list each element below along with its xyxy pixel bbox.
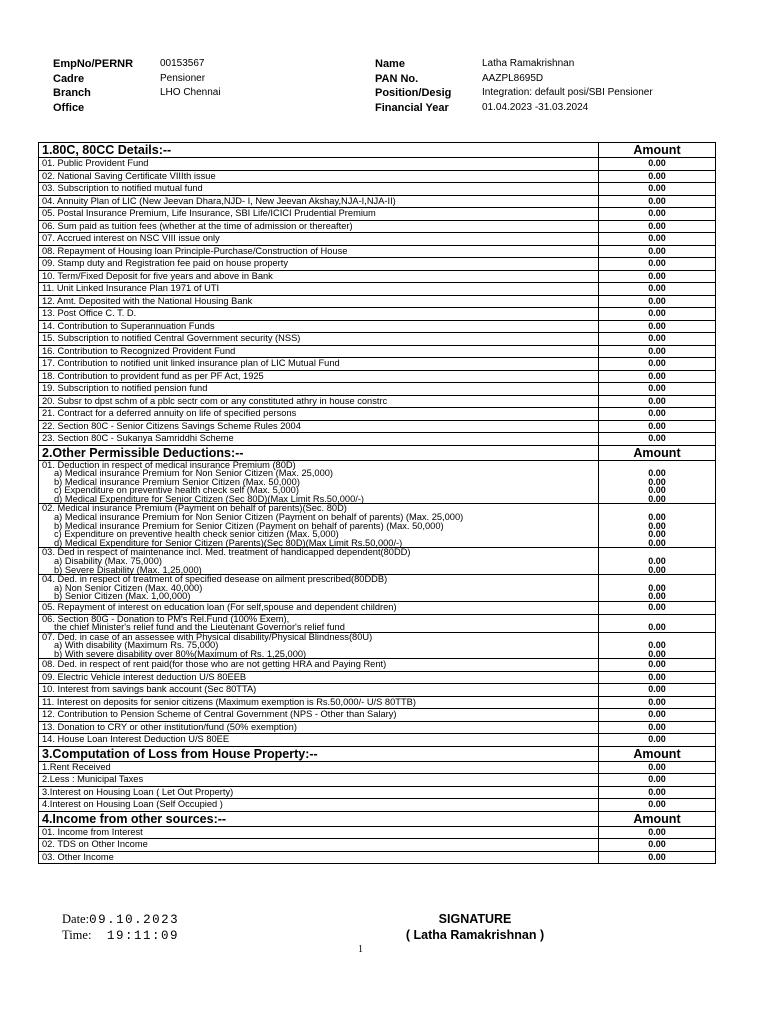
row-label: 08. Repayment of Housing loan Principle-Purchase/Construction of House xyxy=(42,245,348,256)
row-label: 02. TDS on Other Income xyxy=(42,839,148,850)
row-amount: 0.00 xyxy=(648,476,666,487)
row-amount: 0.00 xyxy=(648,582,666,593)
row-amounts xyxy=(598,633,715,659)
section-title: 2.Other Permissible Deductions:-- xyxy=(42,445,244,460)
row-label: 15. Subscription to notified Central Government security (NSS) xyxy=(42,333,301,343)
header-left-key: Cadre xyxy=(53,72,85,85)
row-amount: 0.00 xyxy=(598,196,715,208)
row-amounts xyxy=(598,615,715,632)
row-label: 17. Contribution to notified unit linked insurance plan of LIC Mutual Fund xyxy=(42,358,340,368)
row-sublabel: d) Medical Expenditure for Senior Citizen (Parents)(Sec 80D)(Max Limit Rs.50,000/-) xyxy=(54,537,403,548)
table-row xyxy=(38,221,716,234)
row-amounts xyxy=(598,575,715,601)
row-amount: 0.00 xyxy=(648,512,666,523)
row-amount: 0.00 xyxy=(598,221,715,233)
table-row xyxy=(38,408,716,421)
page-number: 1 xyxy=(358,944,363,955)
row-amount: 0.00 xyxy=(598,684,715,696)
header-left-value: 00153567 xyxy=(160,58,205,69)
table-row xyxy=(38,602,716,615)
row-label: 20. Subsr to dpst schm of a pblc sectr com or any constituted athry in house constrc xyxy=(42,395,388,406)
amount-header: Amount xyxy=(598,747,715,761)
section-title: 4.Income from other sources:-- xyxy=(42,811,227,826)
row-label: 09. Electric Vehicle interest deduction U/S 80EEB xyxy=(42,671,247,682)
table-row xyxy=(38,396,716,409)
row-amount: 0.00 xyxy=(598,321,715,333)
row-label: 04. Annuity Plan of LIC (New Jeevan Dhara,NJD- I, New Jeevan Akshay,NJA-I,NJA-II) xyxy=(42,195,396,206)
row-label: 12. Contribution to Pension Scheme of Central Government (NPS - Other than Salary) xyxy=(42,709,397,720)
row-sublabel: a) With disability (Maximum Rs. 75,000) xyxy=(54,640,219,651)
row-label: 11. Unit Linked Insurance Plan 1971 of UTI xyxy=(42,283,220,293)
row-amount: 0.00 xyxy=(598,421,715,433)
row-label: 09. Stamp duty and Registration fee paid on house property xyxy=(42,258,289,268)
deduction-details-table xyxy=(38,142,716,864)
table-row xyxy=(38,827,716,840)
header-left-key: Branch xyxy=(53,87,91,99)
time-label: Time: xyxy=(62,928,92,942)
row-amount: 0.00 xyxy=(648,537,666,548)
row-sublabel: a) Medical insurance Premium for Non Senior Citizen (Max. 25,000) xyxy=(54,468,334,479)
row-amount: 0.00 xyxy=(598,233,715,245)
table-row xyxy=(38,171,716,184)
header-left-key: EmpNo/PERNR xyxy=(53,58,134,70)
header-right-key: Position/Desig xyxy=(375,87,452,99)
row-label: 06. Section 80G - Donation to PM's Rel.Fund (100% Exem), xyxy=(42,614,290,624)
row-label: 07. Ded. in case of an assessee with Physical disability/Physical Blindness(80U) xyxy=(42,632,373,642)
table-row xyxy=(38,722,716,735)
time-row xyxy=(62,928,179,944)
time-value: 19:11:09 xyxy=(107,929,180,943)
row-amount: 0.00 xyxy=(598,371,715,383)
print-timestamp xyxy=(62,912,179,944)
table-row xyxy=(38,774,716,787)
row-sublabel: c) Expenditure on preventive health check senior citizen (Max. 5,000) xyxy=(54,529,339,540)
row-amount: 0.00 xyxy=(598,799,715,811)
row-amount: 0.00 xyxy=(598,308,715,320)
row-amount: 0.00 xyxy=(598,258,715,270)
section-header xyxy=(38,142,716,158)
row-amount: 0.00 xyxy=(648,556,666,567)
header-row xyxy=(53,87,733,102)
table-row xyxy=(38,461,716,505)
table-row xyxy=(38,762,716,775)
amount-header: Amount xyxy=(598,143,715,157)
row-amount: 0.00 xyxy=(598,346,715,358)
table-row xyxy=(38,183,716,196)
row-amount: 0.00 xyxy=(598,208,715,220)
header-right-key: PAN No. xyxy=(375,72,419,85)
table-row xyxy=(38,548,716,575)
row-amount: 0.00 xyxy=(598,296,715,308)
row-amount: 0.00 xyxy=(598,408,715,420)
row-amount: 0.00 xyxy=(648,529,666,540)
table-row xyxy=(38,575,716,602)
section-title: 3.Computation of Loss from House Property:-- xyxy=(42,746,318,761)
row-label: 2.Less : Municipal Taxes xyxy=(42,774,144,785)
row-amount: 0.00 xyxy=(598,852,715,864)
row-label: 02. Medical insurance Premium (Payment on behalf of parents)(Sec. 80D) xyxy=(42,504,347,514)
row-label: 02. National Saving Certificate VIIIth issue xyxy=(42,170,216,181)
row-description xyxy=(39,575,598,601)
row-amount: 0.00 xyxy=(648,591,666,602)
row-label: 3.Interest on Housing Loan ( Let Out Property) xyxy=(42,786,234,797)
table-row xyxy=(38,158,716,171)
row-description xyxy=(39,461,598,504)
table-row xyxy=(38,615,716,633)
row-label: 05. Repayment of interest on education loan (For self,spouse and dependent children) xyxy=(42,602,397,612)
table-row xyxy=(38,684,716,697)
amount-header: Amount xyxy=(598,446,715,460)
row-description xyxy=(39,633,598,659)
header-left-value: Pensioner xyxy=(160,72,206,84)
section-header xyxy=(38,812,716,827)
row-amount: 0.00 xyxy=(598,659,715,671)
table-row xyxy=(38,246,716,259)
row-amounts xyxy=(598,504,715,547)
header-row xyxy=(53,58,733,73)
row-amount: 0.00 xyxy=(598,183,715,195)
row-label: 10. Term/Fixed Deposit for five years and above in Bank xyxy=(42,270,273,281)
row-amount: 0.00 xyxy=(598,271,715,283)
row-label: 01. Deduction in respect of medical insurance Premium (80D) xyxy=(42,460,296,470)
table-row xyxy=(38,308,716,321)
table-row xyxy=(38,371,716,384)
table-row xyxy=(38,709,716,722)
row-amount: 0.00 xyxy=(598,283,715,295)
row-label: 11. Interest on deposits for senior citizens (Maximum exemption is Rs.50,000/- U/S 80TTB) xyxy=(42,696,416,707)
row-sublabel: c) Expenditure on preventive health check self (Max. 5,000) xyxy=(54,485,299,496)
row-amount: 0.00 xyxy=(598,774,715,786)
table-row xyxy=(38,358,716,371)
header-right-value: 01.04.2023 -31.03.2024 xyxy=(482,101,589,113)
header-right-value: Integration: default posi/SBI Pensioner xyxy=(482,87,653,98)
row-sublabel: b) Severe Disability (Max. 1,25,000) xyxy=(54,564,202,575)
row-sublabel: b) With severe disability over 80%(Maximum of Rs. 1,25,000) xyxy=(54,648,307,659)
row-amount: 0.00 xyxy=(648,640,666,651)
signature-label: SIGNATURE xyxy=(438,912,512,926)
row-description xyxy=(39,615,598,632)
row-amount: 0.00 xyxy=(598,433,715,445)
row-label: 18. Contribution to provident fund as per PF Act, 1925 xyxy=(42,370,264,381)
row-amount: 0.00 xyxy=(648,648,666,659)
table-row xyxy=(38,258,716,271)
row-label: 12. Amt. Deposited with the National Housing Bank xyxy=(42,295,253,306)
row-amount: 0.00 xyxy=(598,787,715,799)
header-right-key: Name xyxy=(375,58,405,70)
row-label: 03. Subscription to notified mutual fund xyxy=(42,183,203,193)
row-label: 16. Contribution to Recognized Provident Fund xyxy=(42,345,236,356)
row-amount: 0.00 xyxy=(598,827,715,839)
row-label: 03. Ded in respect of maintenance incl. Med. treatment of handicapped dependent(80DD) xyxy=(42,548,411,558)
table-row xyxy=(38,852,716,865)
row-amount: 0.00 xyxy=(598,358,715,370)
header-row xyxy=(53,73,733,88)
row-description xyxy=(39,548,598,574)
row-amount: 0.00 xyxy=(598,839,715,851)
row-amount: 0.00 xyxy=(598,672,715,684)
row-label: 04. Ded. in respect of treatment of specified desease on ailment prescribed(80DDB) xyxy=(42,575,388,585)
row-sublabel: b) Senior Citizen (Max. 1,00,000) xyxy=(54,591,191,601)
row-label: 13. Donation to CRY or other institution/fund (50% exemption) xyxy=(42,721,297,732)
row-amount: 0.00 xyxy=(598,333,715,345)
row-sublabel: the chief Minister's relief fund and the Lieutenant Governor's relief fund xyxy=(54,622,345,632)
row-label: 07. Accrued interest on NSC VIII issue only xyxy=(42,233,220,243)
row-sublabel: a) Medical insurance Premium for Non Senior Citizen (Payment on behalf of parents) (Max. 25,000) xyxy=(54,512,464,523)
table-row xyxy=(38,659,716,672)
row-sublabel: a) Disability (Max. 75,000) xyxy=(54,556,162,567)
row-amount: 0.00 xyxy=(648,468,666,479)
amount-header: Amount xyxy=(598,812,715,826)
table-row xyxy=(38,633,716,660)
table-row xyxy=(38,346,716,359)
date-value: 09.10.2023 xyxy=(89,913,180,927)
header-right-value: AAZPL8695D xyxy=(482,72,544,84)
row-label: 08. Ded. in respect of rent paid(for those who are not getting HRA and Paying Rent) xyxy=(42,659,387,670)
header-right-value: Latha Ramakrishnan xyxy=(482,58,575,69)
table-row xyxy=(38,504,716,548)
row-label: 19. Subscription to notified pension fund xyxy=(42,383,208,393)
row-label: 10. Interest from savings bank account (Sec 80TTA) xyxy=(42,684,257,695)
row-label: 05. Postal Insurance Premium, Life Insurance, SBI Life/ICICI Prudential Premium xyxy=(42,208,376,218)
row-amounts xyxy=(598,548,715,574)
row-amount: 0.00 xyxy=(598,722,715,734)
table-row xyxy=(38,283,716,296)
row-amounts xyxy=(598,461,715,504)
row-label: 22. Section 80C - Senior Citizens Savings Scheme Rules 2004 xyxy=(42,420,301,431)
section-header xyxy=(38,446,716,461)
date-row xyxy=(62,912,179,928)
table-row xyxy=(38,799,716,812)
table-row xyxy=(38,333,716,346)
row-label: 14. Contribution to Superannuation Funds xyxy=(42,320,215,331)
row-amount: 0.00 xyxy=(598,734,715,746)
row-amount: 0.00 xyxy=(598,171,715,183)
row-amount: 0.00 xyxy=(598,697,715,709)
row-amount: 0.00 xyxy=(598,709,715,721)
table-row xyxy=(38,433,716,446)
table-row xyxy=(38,839,716,852)
section-title: 1.80C, 80CC Details:-- xyxy=(42,143,172,157)
table-row xyxy=(38,208,716,221)
row-label: 03. Other Income xyxy=(42,851,114,862)
header-left-key: Office xyxy=(53,101,85,114)
table-row xyxy=(38,672,716,685)
row-amount: 0.00 xyxy=(598,602,715,614)
row-description xyxy=(39,504,598,547)
table-row xyxy=(38,421,716,434)
row-label: 14. House Loan Interest Deduction U/S 80EE xyxy=(42,734,230,745)
row-sublabel: a) Non Senior Citizen (Max. 40,000) xyxy=(54,582,203,593)
row-label: 21. Contract for a deferred annuity on life of specified persons xyxy=(42,408,297,418)
header-left-value: LHO Chennai xyxy=(160,87,221,98)
row-sublabel: b) Medical insurance Premium Senior Citizen (Max. 50,000) xyxy=(54,476,300,487)
row-amount: 0.00 xyxy=(598,246,715,258)
date-label: Date: xyxy=(62,912,90,926)
employee-header xyxy=(53,58,733,116)
table-row xyxy=(38,196,716,209)
signature-name: ( Latha Ramakrishnan ) xyxy=(405,928,545,942)
table-row xyxy=(38,233,716,246)
header-right-key: Financial Year xyxy=(375,101,449,114)
row-amount: 0.00 xyxy=(648,520,666,531)
table-row xyxy=(38,321,716,334)
table-row xyxy=(38,296,716,309)
row-label: 06. Sum paid as tuition fees (whether at the time of admission or thereafter) xyxy=(42,220,353,231)
row-sublabel: d) Medical Expenditure for Senior Citizen (Sec 80D)(Max Limit Rs.50,000/-) xyxy=(54,493,365,504)
section-header xyxy=(38,747,716,762)
row-label: 4.Interest on Housing Loan (Self Occupied ) xyxy=(42,799,223,810)
row-amount: 0.00 xyxy=(648,564,666,575)
row-label: 23. Section 80C - Sukanya Samriddhi Scheme xyxy=(42,433,234,443)
row-amount: 0.00 xyxy=(598,762,715,774)
row-label: 1.Rent Received xyxy=(42,761,111,772)
row-sublabel: b) Medical insurance Premium for Senior Citizen (Payment on behalf of parents) (Max. 50,000) xyxy=(54,520,444,531)
row-amount: 0.00 xyxy=(648,622,666,633)
table-row xyxy=(38,697,716,710)
row-amount: 0.00 xyxy=(598,158,715,170)
row-amount: 0.00 xyxy=(648,485,666,496)
table-row xyxy=(38,271,716,284)
table-row xyxy=(38,383,716,396)
signature-block xyxy=(390,912,560,944)
row-label: 01. Public Provident Fund xyxy=(42,158,149,168)
row-amount: 0.00 xyxy=(598,396,715,408)
row-amount: 0.00 xyxy=(598,383,715,395)
row-label: 13. Post Office C. T. D. xyxy=(42,308,137,318)
row-label: 01. Income from Interest xyxy=(42,826,143,837)
table-row xyxy=(38,734,716,747)
row-amount: 0.00 xyxy=(648,493,666,504)
table-row xyxy=(38,787,716,800)
header-row xyxy=(53,102,733,117)
